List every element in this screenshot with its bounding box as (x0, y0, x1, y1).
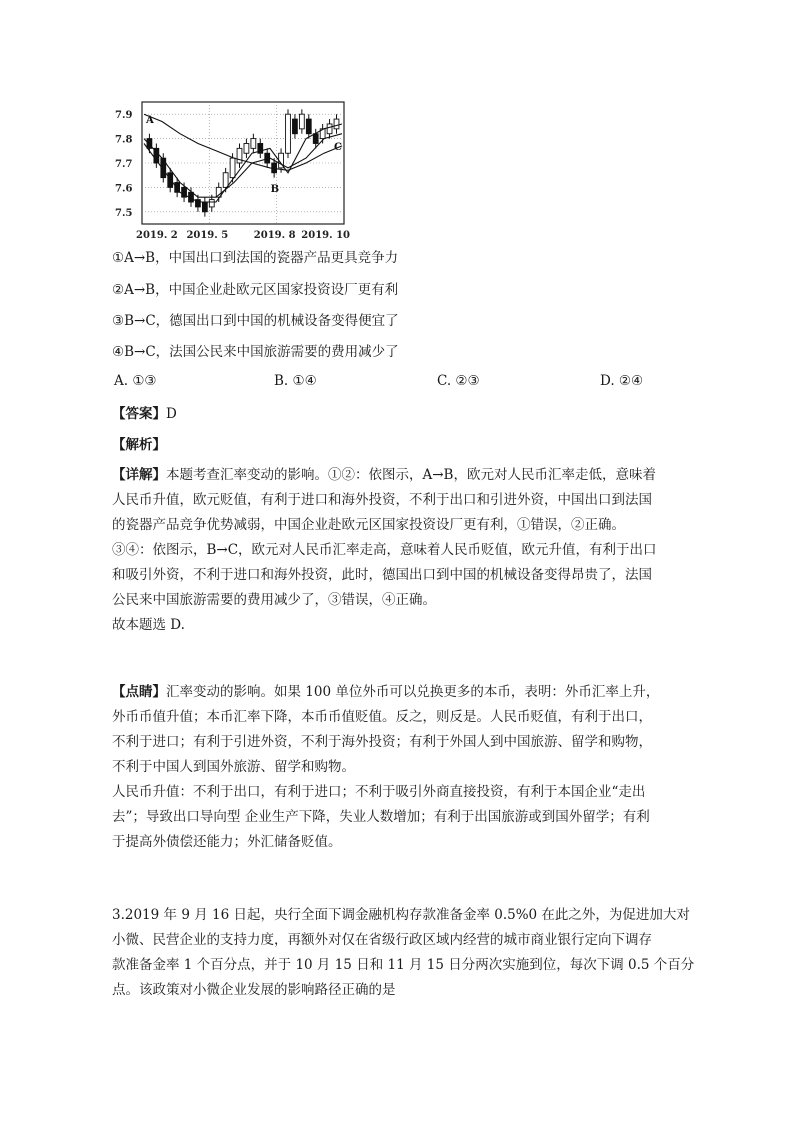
statement-2: ②A→B，中国企业赴欧元区国家投资设厂更有利 (112, 282, 399, 298)
x-tick-label: 2019. 10 (301, 230, 350, 241)
candle-body (286, 114, 291, 153)
statement-3: ③B→C，德国出口到中国的机械设备变得便宜了 (112, 313, 399, 329)
candle-body (244, 143, 249, 153)
candle-body (334, 119, 339, 129)
candle-body (168, 173, 173, 188)
candle-body (230, 158, 235, 178)
highlight-line: 人民币升值：不利于出口，有利于进口；不利于吸引外商直接投资，有利于本国企业“走出 (112, 784, 646, 800)
highlight-line: 不利于中国人到国外旅游、留学和购物。 (112, 759, 355, 775)
highlight-line: 不利于进口；有利于引进外资，不利于海外投资；有利于外国人到中国旅游、留学和购物， (112, 734, 652, 750)
y-tick-label: 7.7 (115, 159, 133, 170)
y-tick-label: 7.5 (115, 207, 133, 219)
candle-body (293, 119, 298, 134)
detail-line: ③④：依图示，B→C，欧元对人民币汇率走高，意味着人民币贬值，欧元升值，有利于出口 (112, 542, 657, 558)
choices-row (112, 373, 672, 393)
y-tick-label: 7.9 (115, 110, 133, 122)
analysis-heading (112, 435, 166, 455)
candle-body (251, 139, 256, 149)
answer-line (112, 404, 177, 424)
statement-1: ①A→B，中国出口到法国的瓷器产品更具竞争力 (112, 250, 399, 266)
statement-4: ④B→C，法国公民来中国旅游需要的费用减少了 (112, 344, 399, 360)
question-line: 3.2019 年 9 月 16 日起，央行全面下调金融机构存款准备金率 0.5%0 在此之外，为促进加大对 (112, 907, 690, 923)
highlight-line: 去”；导致出口导向型 企业生产下降，失业人数增加；有利于出国旅游或到国外留学；有利 (112, 809, 650, 825)
detail-paragraph (112, 463, 692, 638)
x-tick-label: 2019. 8 (253, 230, 296, 241)
detail-tag: 【详解】 (112, 467, 166, 483)
answer-value: D (166, 406, 177, 422)
detail-line: 【详解】本题考查汇率变动的影响。①②：依图示，A→B，欧元对人民币汇率走低，意味着 (112, 467, 656, 483)
candle-body (313, 134, 318, 144)
choice-b[interactable]: B. ①④ (274, 373, 317, 389)
point-label-b: B (270, 184, 280, 196)
y-tick-label: 7.6 (115, 183, 133, 195)
candle-body (223, 173, 228, 188)
detail-line: 和吸引外资，不利于进口和海外投资，此时，德国出口到中国的机械设备变得昂贵了，法国 (112, 567, 652, 583)
analysis-tag: 【解析】 (112, 437, 166, 453)
question-3 (112, 903, 695, 1003)
candlestick-chart-svg (112, 98, 372, 243)
candle-body (209, 200, 214, 207)
point-label-c: C (334, 141, 342, 153)
choice-d[interactable]: D. ②④ (600, 373, 644, 389)
y-tick-label: 7.8 (115, 134, 133, 146)
x-tick-label: 2019. 5 (186, 230, 229, 241)
candle-body (237, 148, 242, 163)
x-tick-label: 2019. 2 (136, 230, 178, 241)
question-line: 款准备金率 1 个百分点，并于 10 月 15 日和 11 月 15 日分两次实施到位，每次下调 0.5 个百分 (112, 957, 695, 973)
answer-tag: 【答案】 (112, 406, 166, 422)
detail-line: 的瓷器产品竞争优势减弱，中国企业赴欧元区国家投资设厂更有利，①错误，②正确。 (112, 517, 625, 533)
candle-body (299, 114, 304, 129)
candle-body (327, 124, 332, 134)
highlight-line: 于提高外债偿还能力；外汇储备贬值。 (112, 834, 342, 850)
detail-line: 人民币升值，欧元贬值，有利于进口和海外投资，不利于出口和引进外资，中国出口到法国 (112, 492, 652, 508)
detail-line: 故本题选 D. (112, 617, 185, 633)
highlight-line: 【点睛】汇率变动的影响。如果 100 单位外币可以兑换更多的本币，表明：外币汇率上升， (112, 684, 660, 700)
candle-body (202, 202, 207, 212)
choice-a[interactable]: A. ①③ (114, 373, 157, 389)
question-line: 小微、民营企业的支持力度，再额外对仅在省级行政区域内经营的城市商业银行定向下调存 (112, 932, 652, 948)
detail-line: 公民来中国旅游需要的费用减少了，③错误，④正确。 (112, 592, 436, 608)
question-line: 点。该政策对小微企业发展的影响路径正确的是 (112, 982, 396, 998)
highlight-tag: 【点睛】 (112, 684, 166, 700)
highlight-paragraph (112, 680, 692, 855)
choice-c[interactable]: C. ②③ (437, 373, 480, 389)
candle-body (306, 119, 311, 134)
point-label-a: A (146, 115, 154, 127)
exchange-rate-chart (112, 98, 372, 243)
highlight-line: 外币币值升值；本币汇率下降，本币币值贬值。反之，则反是。人民币贬值，有利于出口， (112, 709, 652, 725)
